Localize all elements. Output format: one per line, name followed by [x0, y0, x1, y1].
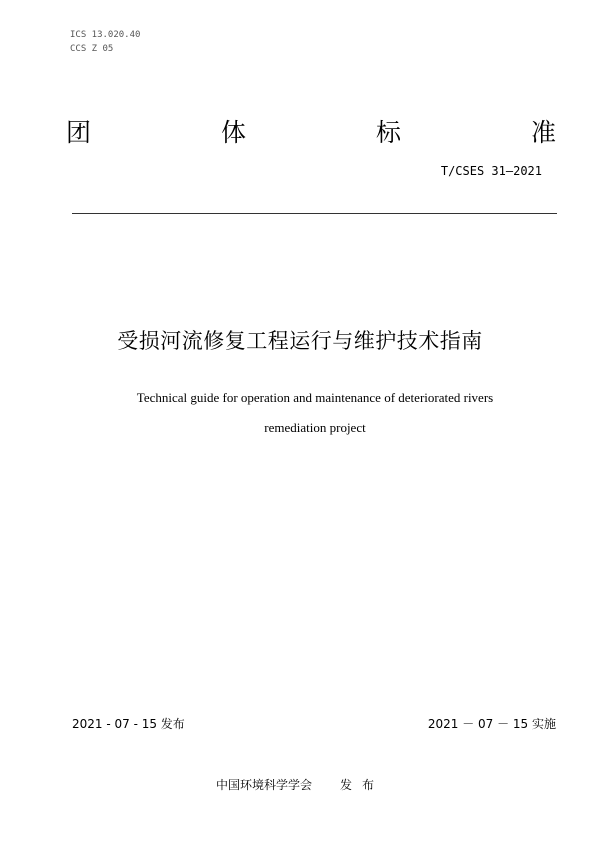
header-divider [72, 213, 557, 214]
classification-codes [70, 28, 140, 56]
english-title-line-1: Technical guide for operation and maintenance of deteriorated rivers [136, 390, 494, 405]
standard-type-heading [66, 114, 556, 148]
standard-type-char: 体 [220, 118, 246, 147]
issue-date: 2021 - 07 - 15 发布 [72, 717, 185, 731]
standard-type-char: 团 [66, 118, 92, 147]
publisher-line [0, 776, 600, 793]
english-title-line-2: remediation project [264, 420, 366, 435]
standard-type-char: 标 [375, 118, 401, 147]
document-title-chinese: 受损河流修复工程运行与维护技术指南 [117, 329, 483, 353]
ics-code: ICS 13.020.40 [70, 30, 141, 40]
implementation-date: 2021 － 07 － 15 实施 [427, 717, 556, 731]
publisher-action: 发布 [340, 778, 385, 792]
ccs-code: CCS Z 05 [70, 44, 114, 54]
standard-type-char: 准 [530, 118, 556, 147]
document-title-english [0, 383, 600, 443]
standard-number: T/CSES 31—2021 [440, 164, 542, 178]
publisher-name: 中国环境科学学会 [215, 778, 312, 792]
